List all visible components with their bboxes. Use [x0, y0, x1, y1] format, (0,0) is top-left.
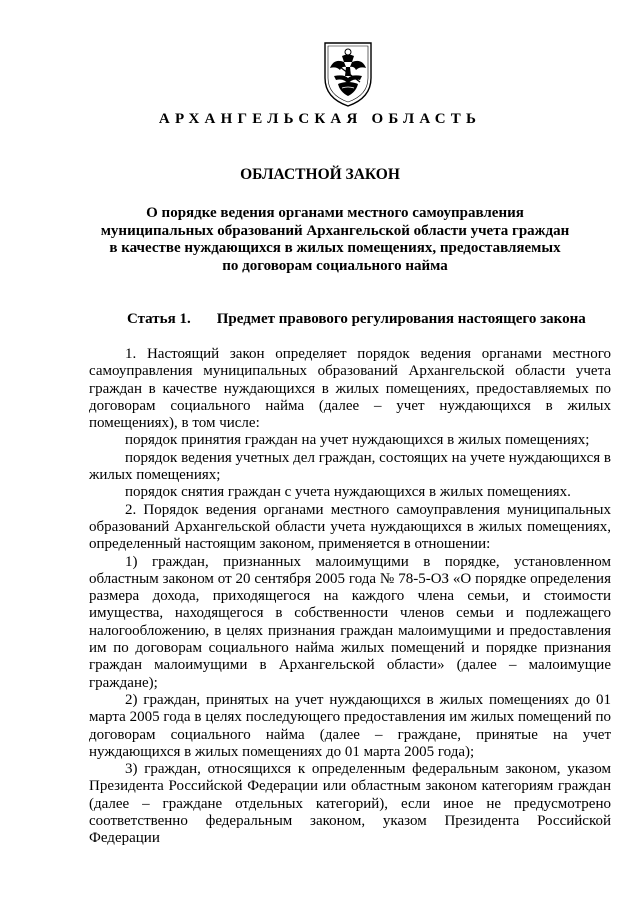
paragraph: 2. Порядок ведения органами местного самоуправления муниципальных образований Архангельской области учета нуждающихся в жилых помещениях, определенный настоящим законом, применяется в отношении:	[89, 501, 611, 553]
article-heading	[127, 311, 586, 328]
paragraph: 2) граждан, принятых на учет нуждающихся в жилых помещениях до 01 марта 2005 года в целях последующего предоставления им жилых помещений по договорам социального найма (далее – граждане, принятые на учет нуждающихся в жилых помещениях до 01 марта 2005 года);	[89, 691, 611, 760]
document-type: ОБЛАСТНОЙ ЗАКОН	[240, 166, 400, 183]
law-title-line: в качестве нуждающихся в жилых помещениях, предоставляемых	[109, 240, 561, 256]
article-title: Предмет правового регулирования настоящего закона	[216, 311, 586, 327]
paragraph: порядок принятия граждан на учет нуждающихся в жилых помещениях;	[125, 432, 590, 449]
paragraph: 3) граждан, относящихся к определенным федеральным законом, указом Президента Российской Федерации или областным законом категориям граждан (далее – граждане отдельных категорий), если иное не предусмотрено соответственно федеральным законом, указом Президента Российской Федерации	[89, 761, 611, 847]
law-title	[100, 205, 570, 275]
paragraph: порядок снятия граждан с учета нуждающихся в жилых помещениях.	[125, 484, 571, 501]
law-title-line: О порядке ведения органами местного самоуправления	[146, 205, 524, 221]
law-title-line: по договорам социального найма	[222, 257, 448, 274]
paragraph: 1. Настоящий закон определяет порядок ведения органами местного самоуправления муниципальных образований Архангельской области учета граждан в качестве нуждающихся в жилых помещениях, предоставляемых по договорам социального найма (далее – учет нуждающихся в жилых помещениях), в том числе:	[89, 346, 611, 432]
paragraph: порядок ведения учетных дел граждан, состоящих на учете нуждающихся в жилых помещениях;	[89, 449, 611, 484]
paragraph: 1) граждан, признанных малоимущими в порядке, установленном областным законом от 20 сентября 2005 года № 78-5-ОЗ «О порядке определения размера дохода, приходящегося на каждого члена семьи, и стоимости имущества, находящегося в собственности членов семьи и подлежащего налогообложению, в целях признания граждан малоимущими и предоставления им по договорам социального найма жилых помещений и порядке признания граждан малоимущими в Архангельской области» (далее – малоимущие граждане);	[89, 553, 611, 691]
article-body	[89, 346, 611, 848]
region-name: АРХАНГЕЛЬСКАЯ ОБЛАСТЬ	[158, 111, 482, 127]
arkhangelsk-coat-of-arms-icon	[322, 40, 374, 108]
law-title-line: муниципальных образований Архангельской области учета граждан	[100, 222, 570, 239]
article-number: Статья 1.	[127, 311, 191, 327]
